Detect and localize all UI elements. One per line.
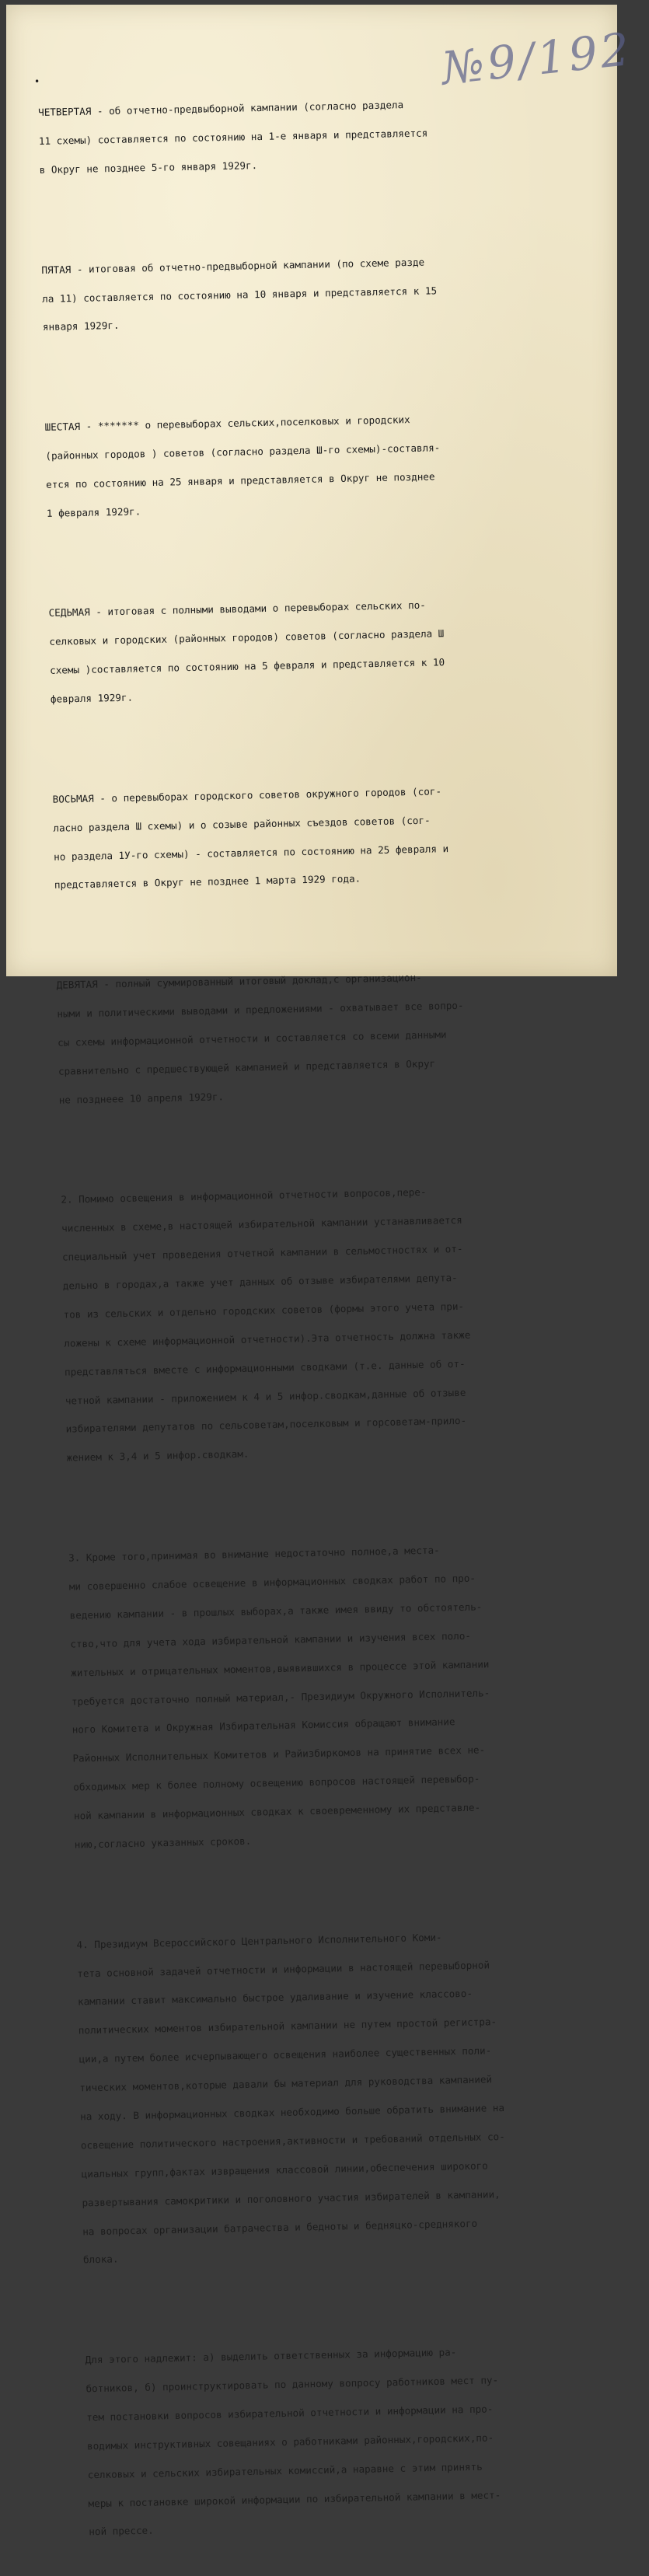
text-line: 3. Кроме того,принимая во внимание недостаточно полное,а места- [68,1544,440,1564]
text-line: обходимых мер к более полному освещению вопросов настоящей перевыбор- [73,1772,480,1793]
section-point-4 [76,1909,644,2284]
text-line: ЧЕТВЕРТАЯ - об отчетно-предвыборной кампании (согласно раздела [37,99,404,119]
text-line: политических моментов избирательной кампании не путем простой регистра- [78,2016,497,2037]
text-line: сравнительно с предшествующей кампанией и представляется в Округ [58,1057,436,1077]
text-line: специальный учет проведения отчетной кампании в сельмостностях и от- [61,1243,463,1263]
text-line: водимых инструктивных совещаниях о работниками районных,городских,по- [86,2431,494,2452]
archive-page-number: №9/192 [438,22,635,96]
text-line: ство,что для учета хода избирательной кампании и изучения всех поло- [70,1629,472,1650]
text-line: февраля 1929г. [50,691,134,705]
text-line: ведению кампании - в прошлых выборах,а также имея ввиду то обстоятель- [69,1600,483,1621]
text-line: на ходу. В информационных сводках необходимо больше обратить внимание на [79,2101,505,2123]
text-line: четной кампании - приложением к 4 и 5 инфор.сводкам,данные об отзыве [65,1386,466,1407]
text-line: ными и политическими выводами и предложениями - охватывает все вопро- [57,999,464,1020]
text-line: жительных и отрицательных моментов,выявившихся в процессе этой кампании [71,1657,490,1679]
text-line: кампании ставит максимально быстрое удаливание и изучение классово- [77,1988,473,2008]
text-line: представляется в Округ не позднее 1 марта 1929 года. [54,872,361,892]
text-line: представляться вместе с информационными сводками (т.е. данные об от- [64,1357,466,1378]
margin-mark: • [34,76,40,87]
text-line: 2. Помимо освещения в информационной отчетности вопросов,пере- [61,1186,427,1206]
text-line: тета основной задачей отчетности и информации в настоящей перевыборной [77,1958,490,1979]
text-line: ласно раздела Ш схемы) и о созыве районных съездов советов (сог- [53,814,431,834]
section-closing [85,2325,649,2557]
section-ninth [56,950,619,1124]
text-line: численных в схеме,в настоящей избирательной кампании устанавливается [61,1214,462,1234]
text-line: ложены к схеме информационной отчетности).Эта отчетность должна также [64,1328,471,1349]
text-line: ла 11) составляется по состоянию на 10 января и представляется к 15 [42,284,438,305]
text-line: схемы )составляется по состоянию на 5 февраля и представляется к 10 [50,656,445,677]
document-body [37,58,649,2575]
section-seventh [48,578,610,724]
text-line: освещение политическогo настроения,активности и требований отдельных со- [80,2130,505,2152]
text-line: ного Комитета и Окружная Избирательная Комиссия обращают внимание [72,1716,455,1736]
text-line: 4. Президиум Всероссийского Центрального Исполнительного Коми- [76,1931,442,1951]
text-line: ции,а путем более исчерпывающего освещения наиболее существенных поли- [79,2044,492,2065]
text-line: Для этого надлежит: а) выделить ответственных за информацию ра- [85,2346,457,2366]
text-line: ДЕВЯТАЯ - полный суммированный итоговый доклад,с организацион- [56,972,422,991]
text-line: ной кампании в информационных сводках к своевременному их представле- [73,1801,481,1822]
text-line: тов из сельских и отдельно городских советов (формы этого учета при- [63,1300,465,1321]
text-line: меры к постановке широкой информации по избирательной кампании в мест- [88,2488,501,2509]
text-line: требуется достаточно полный материал,- Президиум Окружного Исполнитель- [71,1686,490,1708]
text-line: жением к 3,4 и 5 инфор.сводкам. [66,1448,249,1464]
text-line: селковых и городских (районных городов) советов (согласно раздела Ш [49,627,445,648]
text-line: 1 февраля 1929г. [46,505,141,519]
text-line: блока. [82,2253,119,2266]
text-line: но раздела 1У-го схемы) - составляется по состоянию на 25 февраля и [54,842,449,863]
text-line: сы схемы информационной отчетности и составляется со всеми данными [58,1028,447,1049]
text-line: селковых и сельских избирательных комиссий,а наравне с этим принять [87,2460,483,2480]
section-sixth [44,392,606,537]
text-line: 11 схемы) составляется по состоянию на 1-е января и представляется [38,127,428,148]
text-line: избирателями депутатов по сельсоветам,поселковым и горсоветам-прило- [65,1415,467,1436]
text-line: Районных Исполнительных Комитетов и Райизбиркомов на принятие всех не- [72,1744,486,1764]
text-line: тических моментов,которые давали бы материал для руководства кампанией [79,2073,493,2094]
text-line: не позднеее 10 апреля 1929г. [58,1090,225,1106]
text-line: января 1929г. [42,319,120,333]
text-line: ШЕСТАЯ - ******* о перевыборах сельских,поселковых и городских [44,414,410,433]
text-line: ми совершенно слабое освещение в информационных сводках работ по про- [68,1572,476,1593]
section-point-2 [61,1164,626,1482]
text-line: тем постановки вопросов избирательной отчетности и информации на про- [86,2403,494,2424]
text-line: ПЯТАЯ - итоговая об отчетно-предвыборной кампании (по схеме разде [41,256,425,276]
text-line: СЕДЬМАЯ - итоговая с полными выводами о перевыборах сельских по- [48,599,426,620]
text-line: развертывания самокритики и поголовного участия избирателей в кампании, [82,2187,501,2209]
text-line: дельно в городах,а также учет данных об отзыве избирателями депута- [62,1272,458,1292]
text-line: ется по состоянию на 25 января и представляется в Округ не позднее [46,470,435,490]
text-line: нию,согласно указанных сроков. [74,1834,252,1851]
text-line: ВОСЬМАЯ - о перевыборах городского советов окружного городов (сог- [52,785,442,805]
text-line: ной прессе. [89,2524,154,2538]
text-line: циальных групп,фактах извращения классовой линии,обеспечения широкого [81,2159,488,2180]
text-line: (районных городов ) советов (согласно раздела Ш-го схемы)-составля- [45,442,441,462]
text-line: на вопросах организации батрачества и бедноты и бедняцко-среднякого [82,2217,478,2237]
section-eighth [52,764,614,909]
section-fourth [38,78,600,194]
text-line: в Округ не позднее 5-го января 1929г. [39,159,258,176]
section-point-3 [68,1523,634,1869]
text-line: ботников, б) проинструктировать по данному вопросу работников мест пу- [85,2374,499,2395]
document-page [6,5,635,2538]
section-fifth [41,235,603,351]
